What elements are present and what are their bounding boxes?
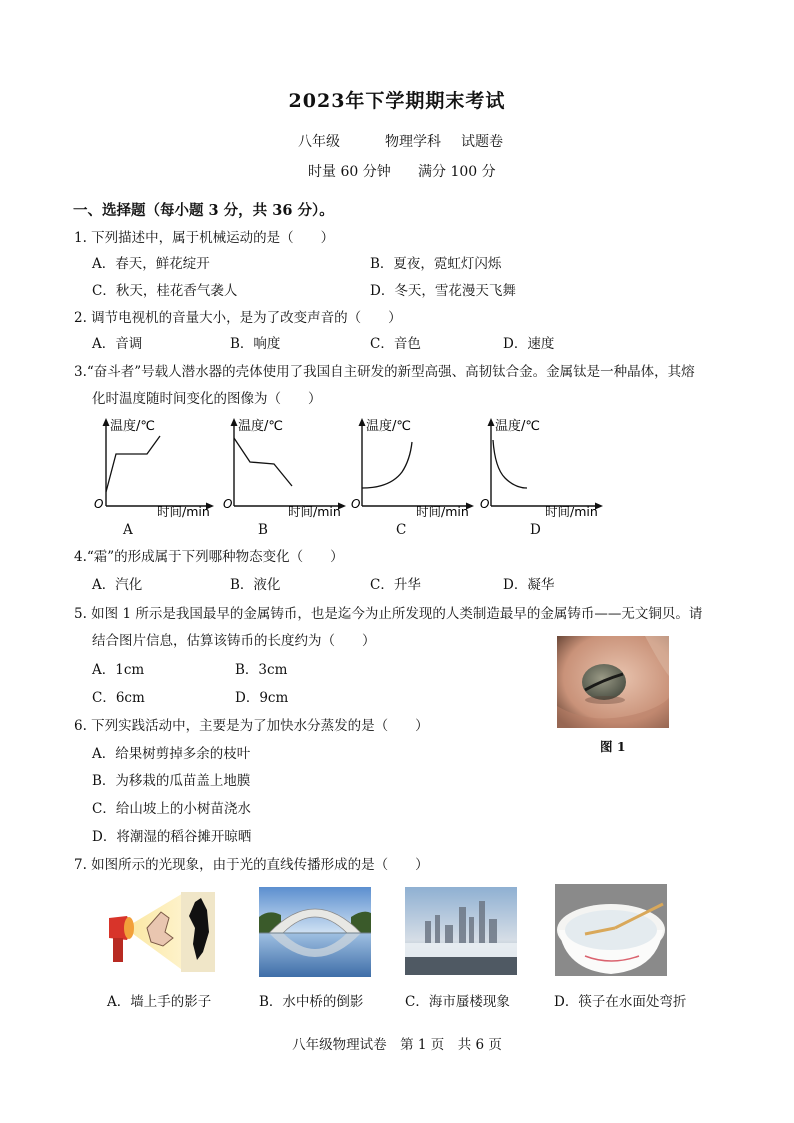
graph-b-curve [234, 438, 292, 486]
graph-b-xlabel: 时间/min [288, 504, 341, 519]
question-4-option-c: C．升华 [370, 577, 421, 593]
question-5-option-b: B．3cm [235, 662, 288, 678]
question-1-option-b: B．夏夜，霓虹灯闪烁 [370, 256, 502, 272]
graph-a-ylabel: 温度/℃ [110, 419, 155, 434]
mirage-svg [405, 887, 517, 975]
q7-caption-d: D．筷子在水面处弯折 [554, 994, 687, 1010]
question-5-stem-line1: 5. 如图 1 所示是我国最早的金属铸币，也是迄今为止所发现的人类制造最早的金属铸币——无文铜贝。请 [74, 606, 703, 622]
question-6-option-d: D．将潮湿的稻谷摊开晾晒 [92, 829, 252, 845]
graph-c-label: C [396, 522, 407, 538]
time-limit: 时量 60 分钟 [308, 164, 391, 180]
question-3-stem-line2: 化时温度随时间变化的图像为（ ） [92, 391, 322, 407]
question-4-option-a: A．汽化 [92, 577, 143, 593]
q7-image-mirage [405, 887, 517, 975]
question-2-option-b: B．响度 [230, 336, 281, 352]
graph-c-origin: O [351, 497, 361, 511]
question-6-option-a: A．给果树剪掉多余的枝叶 [92, 746, 251, 762]
subject-label: 物理学科 [385, 134, 441, 150]
question-1-option-a: A．春天，鲜花绽开 [92, 256, 210, 272]
q7-caption-a: A．墙上手的影子 [107, 994, 212, 1010]
page-footer: 八年级物理试卷 第 1 页 共 6 页 [292, 1037, 502, 1053]
question-5-option-c: C．6cm [92, 690, 145, 706]
graph-d-svg [479, 412, 619, 520]
coin-photo-svg [557, 636, 669, 728]
question-5-option-a: A．1cm [92, 662, 145, 678]
question-6-option-b: B．为移栽的瓜苗盖上地膜 [92, 773, 251, 789]
question-4-option-d: D．凝华 [503, 577, 555, 593]
q7-image-chopsticks [555, 884, 667, 976]
graph-b-origin: O [223, 497, 233, 511]
question-1-option-d: D．冬天，雪花漫天飞舞 [370, 283, 516, 299]
graph-a-y-arrow [103, 418, 110, 426]
q7-caption-b: B．水中桥的倒影 [259, 994, 364, 1010]
question-1-stem: 1. 下列描述中，属于机械运动的是（ ） [74, 230, 335, 246]
question-7-stem: 7. 如图所示的光现象，由于光的直线传播形成的是（ ） [74, 857, 429, 873]
graph-d-curve [493, 440, 527, 488]
question-2-option-c: C．音色 [370, 336, 421, 352]
graph-c-xlabel: 时间/min [416, 504, 469, 519]
question-2-stem: 2. 调节电视机的音量大小，是为了改变声音的（ ） [74, 310, 402, 326]
question-4-option-b: B．液化 [230, 577, 281, 593]
question-5-stem-line2: 结合图片信息，估算该铸币的长度约为（ ） [92, 633, 376, 649]
question-1-option-c: C．秋天，桂花香气袭人 [92, 283, 238, 299]
graph-a-xlabel: 时间/min [157, 504, 210, 519]
question-6-stem: 6. 下列实践活动中，主要是为了加快水分蒸发的是（ ） [74, 718, 429, 734]
question-6-option-c: C．给山坡上的小树苗浇水 [92, 801, 251, 817]
graph-a-origin: O [94, 497, 104, 511]
figure-1-caption: 图 1 [600, 739, 626, 754]
graph-option-a [92, 412, 232, 520]
graph-c-y-arrow [359, 418, 366, 426]
graph-b-label: B [258, 522, 268, 538]
section-heading: 一、选择题（每小题 3 分，共 36 分）。 [73, 202, 334, 219]
q7-image-bridge-reflection [259, 887, 371, 977]
q7-image-hand-shadow [103, 888, 215, 974]
question-2-option-a: A．音调 [92, 336, 143, 352]
graph-d-origin: O [480, 497, 490, 511]
graph-d-y-arrow [488, 418, 495, 426]
question-4-stem: 4.“霜”的形成属于下列哪种物态变化（ ） [74, 549, 344, 565]
graph-option-b [222, 412, 362, 520]
graph-d-label: D [530, 522, 541, 538]
q7-caption-c: C．海市蜃楼现象 [405, 994, 510, 1010]
graph-a-svg [92, 412, 232, 520]
question-5-option-d: D．9cm [235, 690, 289, 706]
graph-b-y-arrow [231, 418, 238, 426]
chopsticks-svg [555, 884, 667, 976]
hand-shadow-svg [103, 888, 215, 974]
figure-1-coin-photo [557, 636, 669, 728]
full-score: 满分 100 分 [418, 164, 496, 180]
graph-d-xlabel: 时间/min [545, 504, 598, 519]
question-3-stem-line1: 3.“奋斗者”号载人潜水器的壳体使用了我国自主研发的新型高强、高韧钛合金。金属钛是一种晶体，其熔 [74, 364, 695, 380]
graph-c-curve [362, 442, 412, 488]
graph-c-svg [350, 412, 490, 520]
graph-d-ylabel: 温度/℃ [495, 419, 540, 434]
page-title: 2023年下学期期末考试 [288, 90, 506, 112]
graph-b-ylabel: 温度/℃ [238, 419, 283, 434]
paper-label: 试题卷 [461, 134, 503, 150]
graph-option-d [479, 412, 619, 520]
bridge-svg [259, 887, 371, 977]
graph-b-svg [222, 412, 362, 520]
graph-c-ylabel: 温度/℃ [366, 419, 411, 434]
graph-option-c [350, 412, 490, 520]
question-2-option-d: D．速度 [503, 336, 555, 352]
grade-label: 八年级 [298, 134, 340, 150]
graph-a-label: A [123, 522, 133, 538]
graph-a-curve [106, 436, 160, 492]
